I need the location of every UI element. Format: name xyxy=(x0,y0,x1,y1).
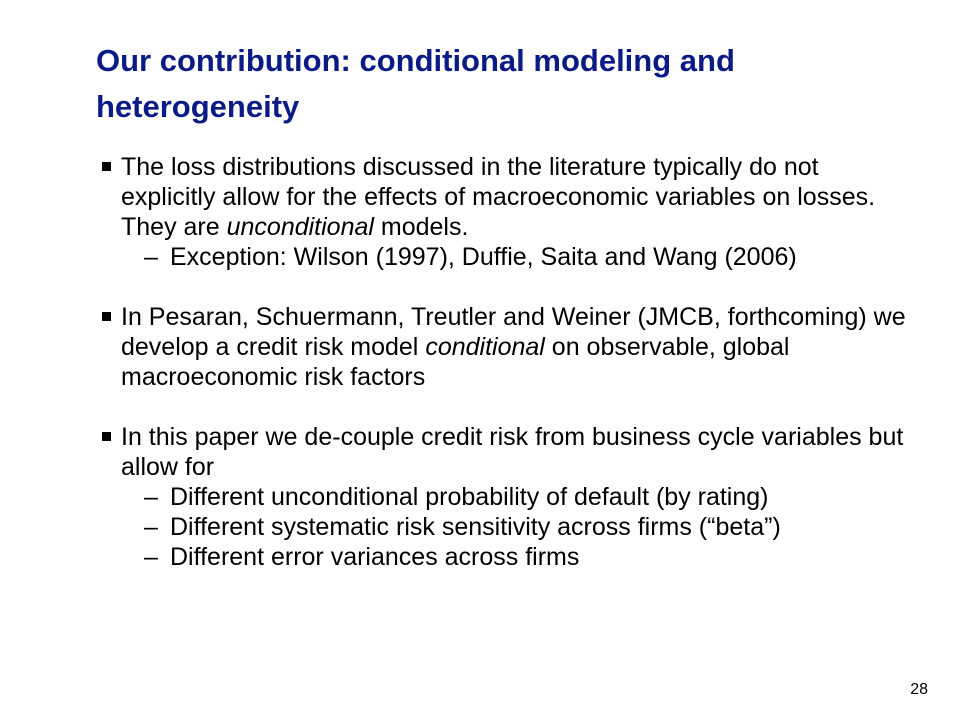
sub-item-text: Different systematic risk sensitivity across firms (“beta”) xyxy=(170,513,781,541)
sub-item xyxy=(96,542,916,572)
slide-body xyxy=(96,152,916,572)
bullet-emphasis: conditional xyxy=(425,333,545,361)
bullet-emphasis: unconditional xyxy=(226,213,374,241)
bullet-text: In this paper we de-couple credit risk from business cycle variables but allow for xyxy=(121,423,904,481)
dash-marker: – xyxy=(144,483,158,511)
sub-item xyxy=(96,482,916,512)
page-number: 28 xyxy=(910,681,928,698)
square-bullet-icon xyxy=(102,312,111,321)
bullet-text-end: on observable, global macroeconomic risk factors xyxy=(121,333,790,391)
square-bullet-icon xyxy=(102,432,111,441)
bullet-item xyxy=(96,422,916,482)
dash-marker: – xyxy=(144,543,158,571)
bullet-item xyxy=(96,302,916,392)
slide-title: Our contribution: conditional modeling and heterogeneity xyxy=(96,43,735,124)
bullet-text: The loss distributions discussed in the literature typically do not explicitly allow for the effects of macroeconomic variables on losses. They are xyxy=(121,153,876,241)
bullet-text: In Pesaran, Schuermann, Treutler and Weiner (JMCB, forthcoming) we develop a credit risk model xyxy=(121,303,906,361)
square-bullet-icon xyxy=(102,162,111,171)
dash-marker: – xyxy=(144,513,158,541)
sub-item xyxy=(96,512,916,542)
sub-item-text: Exception: Wilson (1997), Duffie, Saita and Wang (2006) xyxy=(170,243,797,271)
dash-marker: – xyxy=(144,243,158,271)
bullet-item xyxy=(96,152,916,242)
sub-item-text: Different error variances across firms xyxy=(170,543,580,571)
sub-item xyxy=(96,242,916,272)
sub-item-text: Different unconditional probability of default (by rating) xyxy=(170,483,769,511)
bullet-text-end: models. xyxy=(373,213,469,241)
